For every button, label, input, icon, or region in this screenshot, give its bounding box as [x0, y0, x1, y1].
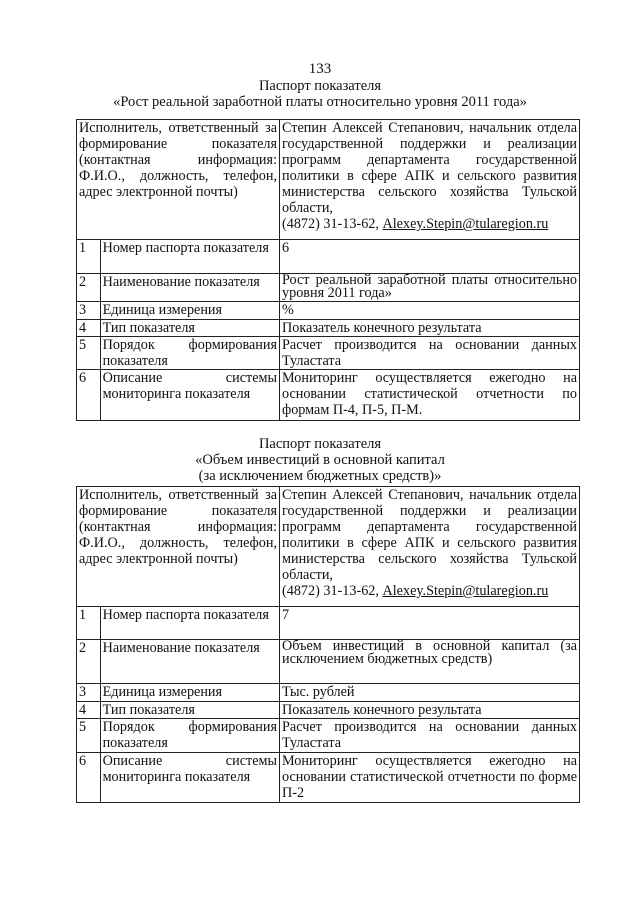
row-value: Расчет производится на основании данных Туластата [280, 337, 580, 370]
passport-heading: Паспорт показателя [258, 436, 382, 452]
passport-indicator-name: «Рост реальной заработной платы относительно уровня 2011 года» [113, 94, 527, 110]
table-row [77, 684, 580, 702]
executor-email[interactable]: Alexey.Stepin@tularegion.ru [382, 216, 549, 232]
row-number: 1 [77, 607, 101, 640]
row-label: Единица измерения [100, 302, 279, 320]
row-number: 4 [77, 320, 101, 337]
row-label: Описание системы мониторинга показателя [100, 370, 279, 421]
passport-heading: Паспорт показателя [258, 78, 382, 94]
row-number: 3 [77, 684, 101, 702]
row-number: 6 [77, 753, 101, 803]
row-number: 1 [77, 240, 101, 274]
row-value: 6 [280, 240, 580, 274]
row-label: Тип показателя [100, 320, 279, 337]
executor-row [77, 120, 580, 240]
row-label: Тип показателя [100, 702, 279, 719]
row-number: 2 [77, 640, 101, 684]
executor-value [280, 487, 580, 607]
row-value: Расчет производится на основании данных Туластата [280, 719, 580, 753]
row-value: 7 [280, 607, 580, 640]
row-value: Мониторинг осуществляется ежегодно на основании статистической отчетности по форме П-2 [280, 753, 580, 803]
executor-label: Исполнитель, ответственный за формирование показателя (контактная информация: Ф.И.О., должность, телефон, адрес электронной почты) [77, 120, 280, 240]
passport-1-title [0, 78, 640, 110]
row-number: 2 [77, 274, 101, 302]
table-row [77, 702, 580, 719]
table-row [77, 302, 580, 320]
row-value: Мониторинг осуществляется ежегодно на основании статистической отчетности по формам П-4, П-5, П-М. [280, 370, 580, 421]
passport-indicator-name-cont: (за исключением бюджетных средств)» [198, 468, 442, 484]
row-value: Показатель конечного результата [280, 320, 580, 337]
row-value: Тыс. рублей [280, 684, 580, 702]
row-value: Рост реальной заработной платы относительно уровня 2011 года» [280, 274, 580, 302]
table-row [77, 607, 580, 640]
row-label: Единица измерения [100, 684, 279, 702]
row-label: Наименование показателя [100, 274, 279, 302]
table-row [77, 640, 580, 684]
row-number: 5 [77, 719, 101, 753]
table-row [77, 337, 580, 370]
executor-text: Степин Алексей Степанович, начальник отдела государственной поддержки и реализации программ департамента государственной политики в сфере АПК и сельского развития министерства сельского хозяйства Тульской области, [282, 120, 577, 216]
table-row [77, 753, 580, 803]
row-value: Объем инвестиций в основной капитал (за исключением бюджетных средств) [280, 640, 580, 684]
table-row [77, 719, 580, 753]
row-number: 6 [77, 370, 101, 421]
executor-text: Степин Алексей Степанович, начальник отдела государственной поддержки и реализации программ департамента государственной политики в сфере АПК и сельского развития министерства сельского хозяйства Тульской области, [282, 487, 577, 583]
passport-1-table [76, 119, 580, 421]
executor-phone: (4872) 31-13-62, [282, 216, 383, 232]
row-value: % [280, 302, 580, 320]
row-label: Номер паспорта показателя [100, 607, 279, 640]
executor-label: Исполнитель, ответственный за формирование показателя (контактная информация: Ф.И.О., должность, телефон, адрес электронной почты) [77, 487, 280, 607]
executor-email[interactable]: Alexey.Stepin@tularegion.ru [382, 583, 549, 599]
row-label: Номер паспорта показателя [100, 240, 279, 274]
table-row [77, 240, 580, 274]
row-number: 5 [77, 337, 101, 370]
table-row [77, 320, 580, 337]
row-value: Показатель конечного результата [280, 702, 580, 719]
table-row [77, 274, 580, 302]
table-row [77, 370, 580, 421]
row-number: 3 [77, 302, 101, 320]
executor-row [77, 487, 580, 607]
passport-2-title [0, 436, 640, 484]
page-number: 133 [308, 61, 332, 77]
row-label: Наименование показателя [100, 640, 279, 684]
row-number: 4 [77, 702, 101, 719]
row-label: Описание системы мониторинга показателя [100, 753, 279, 803]
executor-phone: (4872) 31-13-62, [282, 583, 383, 599]
row-label: Порядок формирования показателя [100, 719, 279, 753]
passport-2-table [76, 486, 580, 803]
executor-value [280, 120, 580, 240]
passport-indicator-name: «Объем инвестиций в основной капитал [195, 452, 445, 468]
row-label: Порядок формирования показателя [100, 337, 279, 370]
